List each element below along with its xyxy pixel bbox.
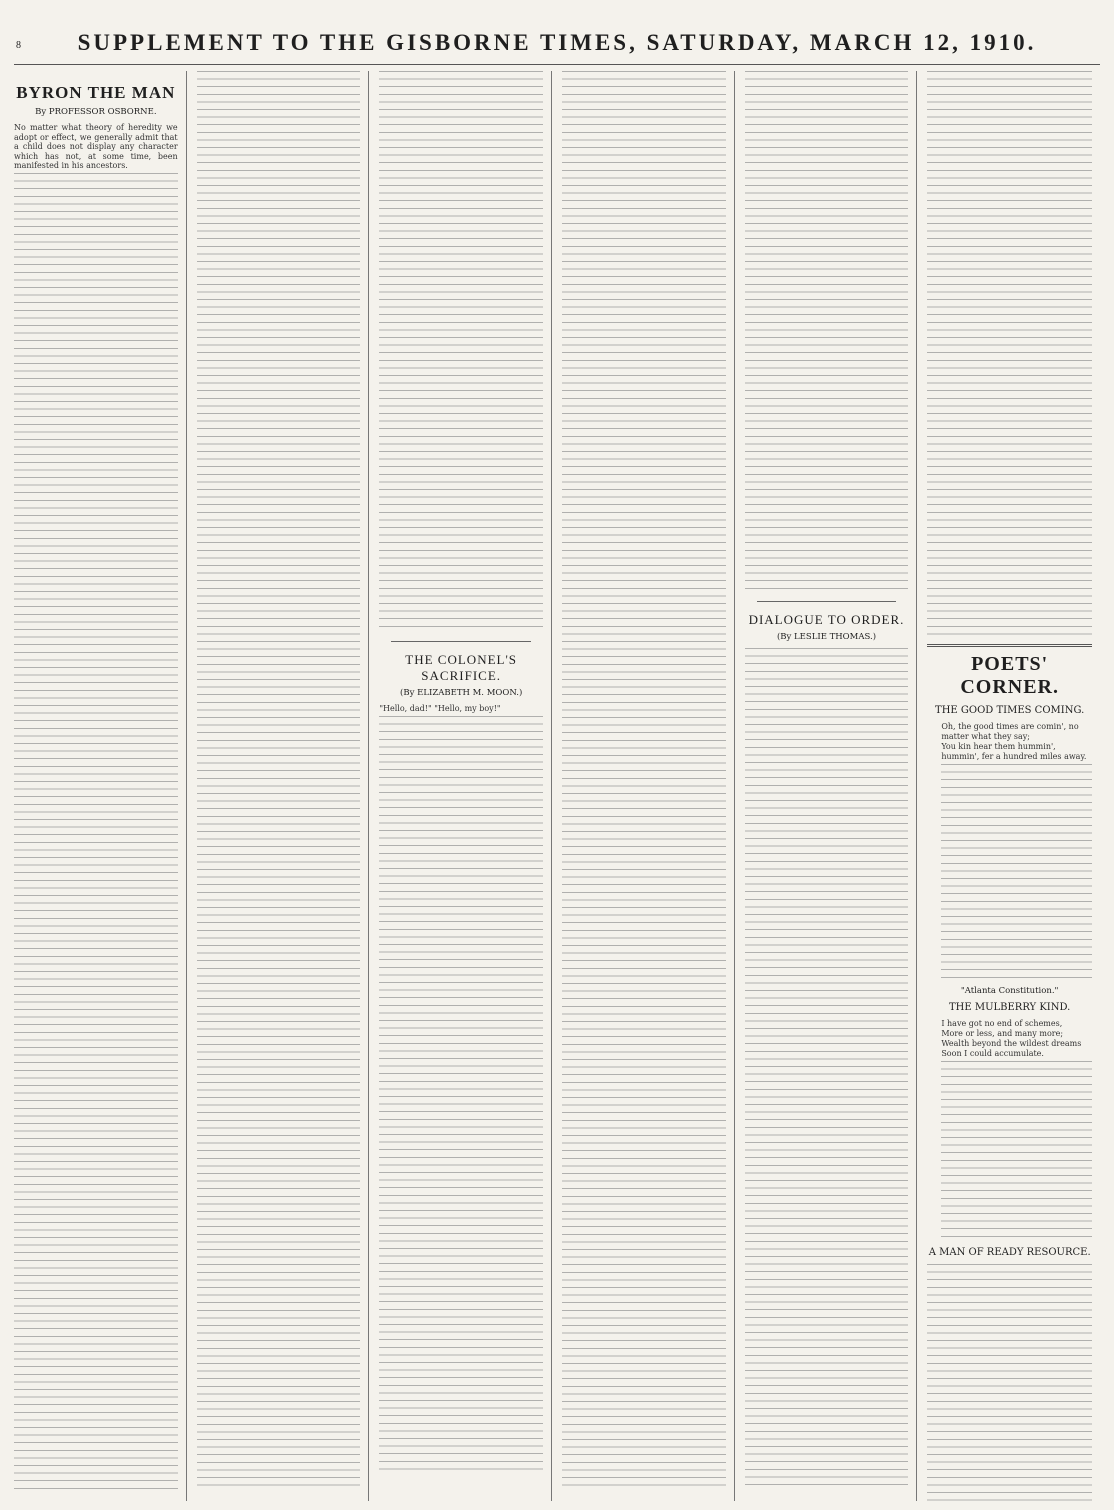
body-text-block — [197, 71, 361, 1491]
page-number: 8 — [16, 40, 24, 51]
article-heading-dialogue: DIALOGUE TO ORDER. — [748, 612, 905, 627]
divider — [757, 601, 897, 602]
article-heading-byron: BYRON THE MAN — [16, 83, 176, 102]
byron-lead-paragraph: No matter what theory of heredity we adopt or effect, we generally admit that a child does not display any character which has not, at some time, been manifested in his ancestors. — [14, 123, 178, 170]
article-title-ready-resource: A MAN OF READY RESOURCE. — [928, 1247, 1091, 1258]
body-text-block — [14, 173, 178, 1493]
column-2 — [197, 71, 370, 1501]
byline-colonel: (By ELIZABETH M. MOON.) — [400, 688, 523, 698]
body-text-block — [927, 71, 1092, 636]
byline-dialogue: (By LESLIE THOMAS.) — [776, 632, 877, 642]
verse-lines — [941, 1061, 1092, 1241]
divider — [391, 641, 531, 642]
columns — [14, 71, 1100, 1501]
body-text-block — [379, 71, 543, 631]
poets-corner-heading: POETS' CORNER. — [927, 644, 1092, 699]
article-heading-colonel: THE COLONEL'S SACRIFICE. — [405, 652, 518, 683]
column-5 — [745, 71, 918, 1501]
column-1 — [14, 71, 187, 1501]
poem-credit: "Atlanta Constitution." — [960, 986, 1059, 996]
poem-title-mulberry: THE MULBERRY KIND. — [948, 1002, 1071, 1013]
body-text-block — [745, 648, 909, 1488]
verse-lines — [941, 764, 1092, 984]
column-6 — [927, 71, 1100, 1501]
body-text-block — [562, 71, 726, 1491]
body-text-block — [745, 71, 909, 591]
masthead — [14, 8, 1100, 65]
poem-good-times-text: Oh, the good times are comin', no matter what they say; You kin hear them hummin', hummin', fer a hundred miles away. — [941, 722, 1087, 761]
body-text-block — [379, 716, 543, 1476]
masthead-title: SUPPLEMENT TO THE GISBORNE TIMES, SATURDAY, MARCH 12, 1910. — [77, 30, 1037, 55]
poem-mulberry-text: I have got no end of schemes, More or less, and many more; Wealth beyond the wildest dreams Soon I could accumulate. — [941, 1019, 1082, 1058]
poem-title-good-times: THE GOOD TIMES COMING. — [935, 705, 1085, 716]
column-3 — [379, 71, 552, 1501]
colonel-opening: "Hello, dad!" "Hello, my boy!" — [379, 704, 501, 713]
body-text-block — [927, 1264, 1092, 1501]
byline-byron: By PROFESSOR OSBORNE. — [35, 107, 157, 117]
column-4 — [562, 71, 735, 1501]
